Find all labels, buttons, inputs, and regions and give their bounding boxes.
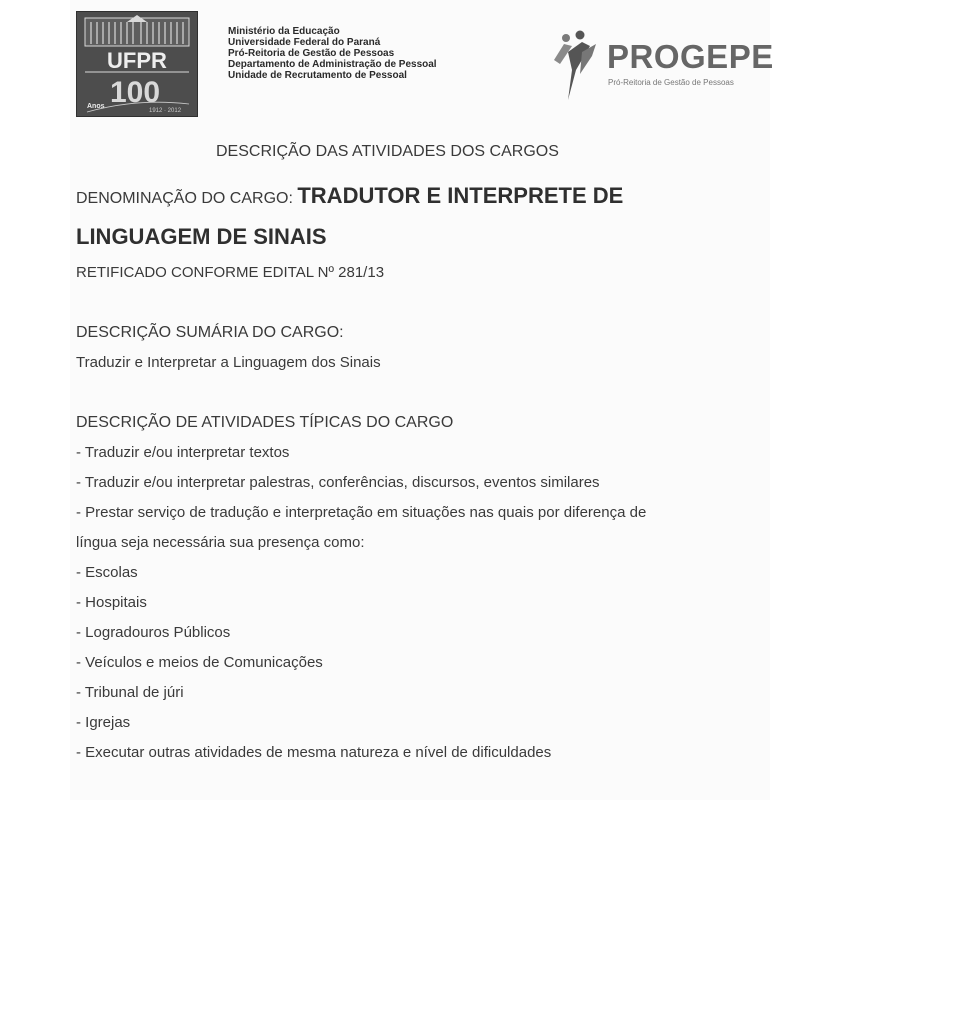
rectified-notice: RETIFICADO CONFORME EDITAL Nº 281/13 xyxy=(76,264,385,281)
progepe-subtitle: Pró-Reitoria de Gestão de Pessoas xyxy=(608,78,734,87)
activity-item: - Hospitais xyxy=(76,594,147,611)
denomination-label: DENOMINAÇÃO DO CARGO: xyxy=(76,190,293,207)
summary-text: Traduzir e Interpretar a Linguagem dos Sinais xyxy=(76,354,381,371)
institution-line: Ministério da Educação xyxy=(228,26,340,37)
activity-item: língua seja necessária sua presença como: xyxy=(76,534,365,551)
institution-header xyxy=(228,26,437,81)
activity-item: - Logradouros Públicos xyxy=(76,624,231,641)
activities-heading: DESCRIÇÃO DE ATIVIDADES TÍPICAS DO CARGO xyxy=(76,414,454,431)
activity-item: - Veículos e meios de Comunicações xyxy=(76,654,323,671)
progepe-figures-icon xyxy=(550,30,606,102)
progepe-wordmark: PROGEPE xyxy=(607,38,774,75)
activity-item: - Executar outras atividades de mesma natureza e nível de dificuldades xyxy=(76,744,552,761)
ufpr-100-anos-logo xyxy=(76,11,198,117)
denomination-value: TRADUTOR E INTERPRETE DE xyxy=(297,183,624,208)
activity-item: - Prestar serviço de tradução e interpretação em situações nas quais por diferença de xyxy=(76,504,647,521)
denomination-value-continued: LINGUAGEM DE SINAIS xyxy=(76,224,327,249)
denomination-line xyxy=(76,181,623,214)
activity-item: - Traduzir e/ou interpretar textos xyxy=(76,444,290,461)
document-title: DESCRIÇÃO DAS ATIVIDADES DOS CARGOS xyxy=(216,143,559,160)
summary-heading: DESCRIÇÃO SUMÁRIA DO CARGO: xyxy=(76,324,344,341)
institution-line: Universidade Federal do Paraná xyxy=(228,37,381,48)
institution-line: Departamento de Administração de Pessoal xyxy=(228,59,437,70)
activities-list xyxy=(76,444,646,774)
activity-item: - Igrejas xyxy=(76,714,131,731)
institution-line: Pró-Reitoria de Gestão de Pessoas xyxy=(228,48,395,59)
institution-line: Unidade de Recrutamento de Pessoal xyxy=(228,70,407,81)
ufpr-anos-label: Anos xyxy=(87,103,105,110)
activity-item: - Escolas xyxy=(76,564,138,581)
ufpr-wordmark: UFPR xyxy=(107,48,167,73)
activity-item: - Tribunal de júri xyxy=(76,684,184,701)
activity-item: - Traduzir e/ou interpretar palestras, conferências, discursos, eventos similares xyxy=(76,474,600,491)
ufpr-100-number: 100 xyxy=(109,76,161,109)
ufpr-years-label: 1912 · 2012 xyxy=(149,108,182,114)
progepe-logo xyxy=(550,30,774,100)
